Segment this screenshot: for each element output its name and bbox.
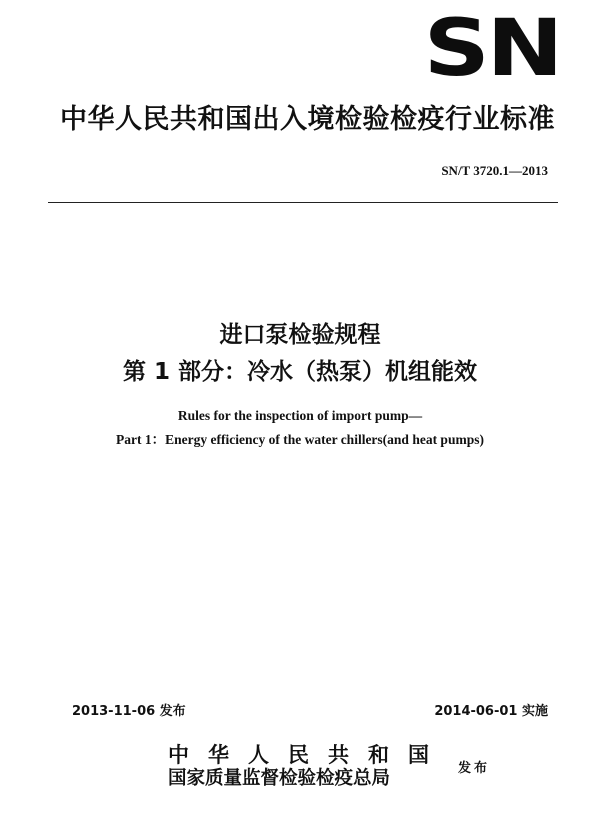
industry-standard-heading: 中华人民共和国出入境检验检疫行业标准: [60, 104, 555, 135]
issuer-block: [168, 741, 490, 791]
standard-number: SN/T 3720.1—2013: [441, 163, 548, 178]
title-english-line1: Rules for the inspection of import pump—: [177, 408, 423, 423]
title-chinese-line1: 进口泵检验规程: [219, 322, 381, 348]
header-divider: [48, 202, 558, 203]
publish-label: 发布: [458, 760, 491, 776]
issuer-country: 中华人民共和国: [168, 741, 448, 767]
title-english-line2: Part 1：Energy efficiency of the water chillers(and heat pumps): [116, 432, 484, 447]
issue-date: 2013-11-06 发布: [72, 704, 186, 719]
sn-logo: SN: [423, 2, 560, 94]
title-chinese-line2: 第 1 部分：冷水（热泵）机组能效: [122, 359, 478, 385]
issuer-agency: 国家质量监督检验检疫总局: [168, 767, 391, 789]
implementation-date: 2014-06-01 实施: [434, 704, 548, 719]
issuer-names: [168, 742, 448, 791]
